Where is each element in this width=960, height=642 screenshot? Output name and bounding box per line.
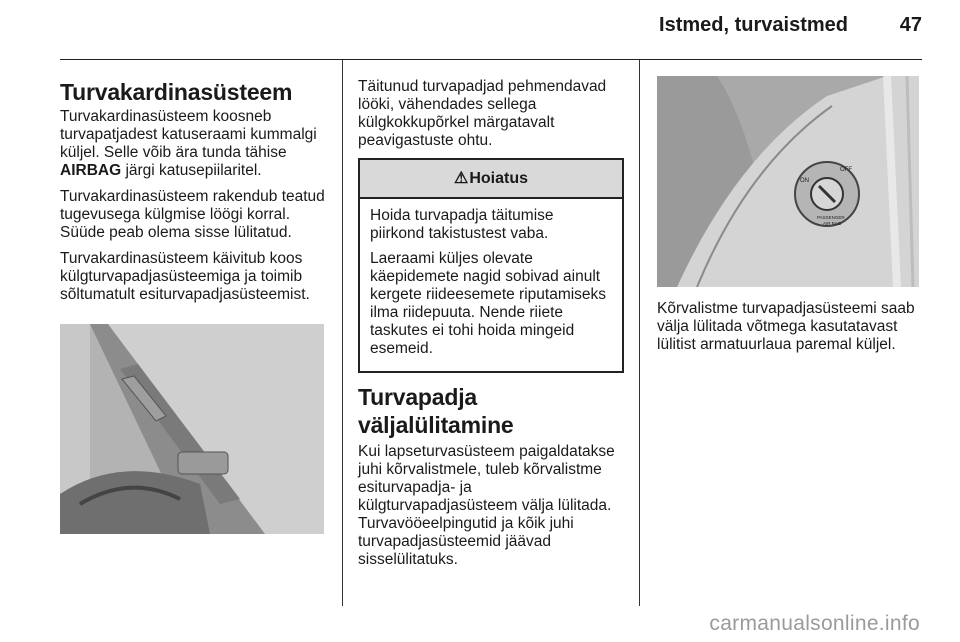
warning-header [360, 160, 622, 199]
watermark: carmanualsonline.info [709, 612, 920, 635]
switch-on-label: ON [800, 178, 809, 184]
figure-pillar-airbag [60, 324, 324, 534]
text-run: järgi katusepiilaritel. [121, 162, 262, 179]
pillar-illustration [60, 324, 324, 534]
text-run: Turvakardinasüsteem koosneb turvapatjadest katuseraami kummalgi küljel. Selle võib ära tunda tähise [60, 108, 317, 161]
page-number: 47 [899, 14, 922, 36]
paragraph: Kõrvalistme turvapadjasüsteemi saab välja lülitada võtmega kasutatavast lülitist armatuurlaua paremal küljel. [657, 300, 915, 353]
column-divider-1 [342, 60, 343, 606]
section-heading-airbag-deactivation: Turvapadja väljalülitamine [358, 384, 514, 438]
section-heading-curtain-airbag: Turvakardinasüsteem [60, 79, 293, 105]
page-header-title: Istmed, turvaistmed [659, 14, 848, 36]
paragraph: Kui lapseturvasüsteem paigaldatakse juhi kõrvalistmele, tuleb kõrvalistme esiturvapadja- ja külgturvapadjasüsteem välja lülitada. Turvavööeelpingutid ja kõik juhi turvapadjasüsteemid jäävad sisselülitatuks. [358, 443, 615, 568]
warning-box [358, 158, 624, 373]
warning-text: Laeraami küljes olevate käepidemete nagid sobivad ainult kergete riideesemete riputamiseks ilma riidepuuta. Nende riiete taskutes ei tohi hoida mingeid esemeid. [370, 250, 607, 357]
figure-airbag-switch [657, 76, 919, 287]
column-divider-2 [639, 60, 640, 606]
switch-passenger-label: PASSENGER [817, 215, 845, 220]
paragraph: Turvakardinasüsteem rakendub teatud tugevusega külgmise löögi korral. Süüde peab olema sisse lülitatud. [60, 188, 325, 241]
header-rule [60, 59, 922, 60]
warning-body [360, 199, 622, 371]
column-3 [657, 300, 919, 362]
paragraph: Turvakardinasüsteem käivitub koos külgturvapadjasüsteemiga ja toimib sõltumatult esiturvapadjasüsteemist. [60, 250, 310, 303]
switch-illustration [657, 76, 919, 287]
warning-icon: ⚠ [453, 169, 469, 187]
paragraph: Täitunud turvapadjad pehmendavad lööki, vähendades sellega külgkokkupõrkel märgatavalt peavigastuste ohtu. [358, 78, 607, 149]
column-1 [60, 78, 328, 312]
airbag-label: AIRBAG [60, 162, 122, 179]
paragraph [60, 108, 328, 180]
switch-off-label: OFF [840, 167, 852, 173]
switch-airbag-label: AIR BAG [823, 221, 842, 226]
warning-title: Hoiatus [469, 169, 528, 187]
column-2 [358, 78, 624, 577]
warning-text: Hoida turvapadja täitumise piirkond takistustest vaba. [370, 207, 554, 242]
